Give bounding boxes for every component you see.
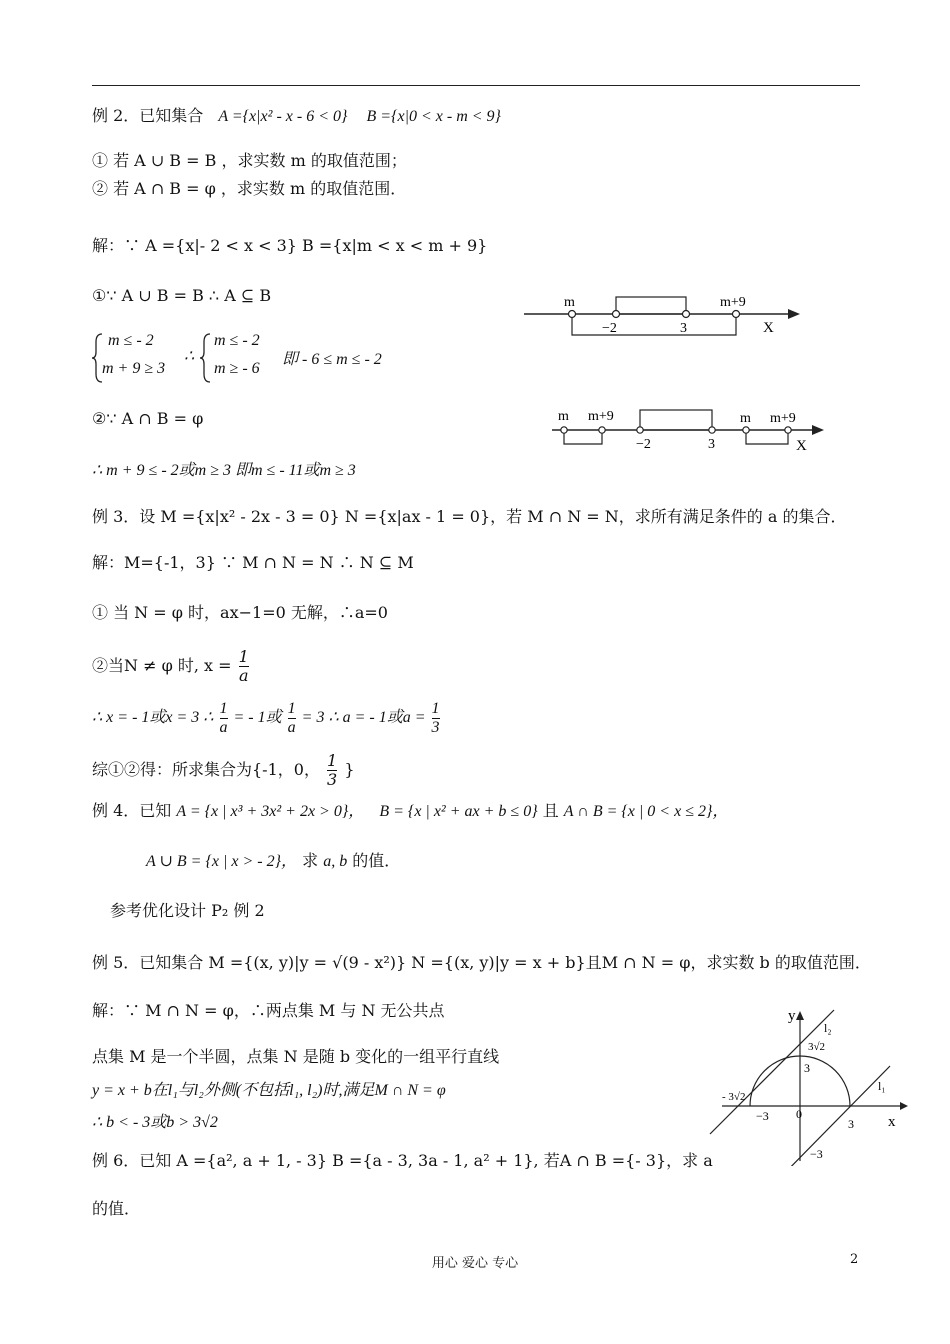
sys1-line-a: m ≤ - 2 (108, 332, 154, 349)
ex4-value: 的值． (352, 851, 401, 870)
ex4-line2 (146, 850, 400, 873)
ex3-case2-fraction (239, 648, 249, 685)
ex3-frac-1 (220, 700, 228, 737)
graph-3sqrt2-label: 3√2 (808, 1041, 826, 1053)
ex4-setB: B = {x | x² + ax + b ≤ 0} (379, 803, 538, 820)
ex4-ab: a, b (323, 853, 348, 870)
ex3-case2-text: ②当N ≠ φ 时, x = (92, 656, 232, 675)
ex5-title: 例 5．已知集合 M ={(x, y)|y = √(9 - x²)} N ={(x, y)|y = x + b}且M ∩ N = φ，求实数 b 的取值范围． (92, 953, 871, 972)
graph-l1-label: l₁ (878, 1079, 886, 1093)
ex5-line3: ∴ b < - 3或b > 3√2 (92, 1114, 218, 1131)
ex4-title: 例 4．已知 (92, 801, 172, 820)
ex3-title: 例 3．设 M ={x|x² - 2x - 3 = 0} N ={x|ax - 1 = 0}，若 M ∩ N = N，求所有满足条件的 a 的集合． (92, 507, 847, 526)
ex6-tail: 的值． (92, 1199, 141, 1218)
ex5-line1: 点集 M 是一个半圆，点集 N 是随 b 变化的一组平行直线 (92, 1047, 500, 1066)
graph-neg3y-label: −3 (810, 1147, 823, 1161)
ex2-solution-intro: 解：∵ A ={x|- 2 < x < 3} B ={x|m < x < m + 9} (92, 236, 488, 255)
frac-numerator: 1 (431, 700, 440, 717)
ex3-therefore-mid2: = 3 ∴ a = - 1或a = (301, 709, 426, 727)
nl1-3-label: 3 (680, 321, 687, 336)
ex3-frac-3 (432, 700, 440, 737)
nl1-m9-label: m+9 (720, 295, 746, 310)
ex2-solution-2: ②∵ A ∩ B = φ (92, 409, 204, 428)
nl1-neg2-label: −2 (602, 321, 617, 336)
page-footer: 用心 爱心 专心 (431, 1256, 519, 1271)
sys-therefore: ∴ (184, 348, 195, 365)
nl1-m-label: m (564, 295, 575, 310)
nl2-m9-label: m+9 (588, 409, 614, 424)
frac-denominator: a (219, 719, 228, 736)
ex3-frac-2 (288, 700, 296, 737)
frac-numerator: 1 (219, 700, 228, 717)
ex5-line2: y = x + b在l₁与l₂外侧(不包括l₁, l₂)时,满足M ∩ N = φ (92, 1082, 446, 1099)
number-line-1 (520, 288, 800, 348)
frac-numerator: 1 (238, 647, 249, 666)
ex4-and: 且 (542, 801, 559, 820)
graph-zero-label: 0 (796, 1107, 802, 1121)
nl2-m-label: m (558, 409, 569, 424)
ex4-reference: 参考优化设计 P₂ 例 2 (110, 901, 265, 920)
ex4-ask: 求 (302, 851, 319, 870)
ex2-q2: ② 若 A ∩ B = φ ，求实数 m 的取值范围． (92, 179, 407, 198)
graph-3y-label: 3 (804, 1061, 810, 1075)
nl2-x-label: X (796, 438, 807, 454)
ex2-setB: B ={x|0 < x - m < 9} (366, 108, 501, 125)
sys-result: 即 - 6 ≤ m ≤ - 2 (282, 351, 382, 368)
frac-denominator: a (238, 666, 249, 685)
graph-neg3x-label: −3 (756, 1109, 769, 1123)
frac-denominator: 3 (327, 770, 338, 789)
nl2-m-right-label: m (740, 411, 751, 426)
nl2-neg2-label: −2 (636, 437, 651, 452)
nl1-x-label: X (763, 320, 774, 336)
ex3-summary-post: } (344, 760, 355, 779)
nl2-m9-right-label: m+9 (770, 411, 796, 426)
ex3-summary (92, 752, 355, 789)
sys2-line-a: m ≤ - 2 (214, 332, 260, 349)
ex3-therefore (92, 700, 442, 737)
ex4-setA: A = {x | x³ + 3x² + 2x > 0}， (176, 803, 365, 820)
ex3-summary-pre: 综①②得：所求集合为{-1，0， (92, 760, 320, 779)
frac-numerator: 1 (287, 700, 296, 717)
ex3-summary-fraction (327, 752, 337, 789)
ex5-solution: 解：∵ M ∩ N = φ，∴两点集 M 与 N 无公共点 (92, 1001, 445, 1020)
nl2-3-label: 3 (708, 437, 715, 452)
frac-denominator: 3 (431, 719, 440, 736)
graph-l2-label: l₂ (824, 1021, 832, 1035)
number-line-2 (550, 402, 830, 454)
ex2-q1: ① 若 A ∪ B = B ，求实数 m 的取值范围； (92, 151, 407, 170)
page-number: 2 (850, 1252, 859, 1267)
ex2-title-line (92, 105, 501, 128)
ex3-therefore-mid1: = - 1或 (233, 709, 282, 727)
ex2-solution-1: ①∵ A ∪ B = B ∴ A ⊆ B (92, 286, 272, 305)
ex2-solution-2-result: ∴ m + 9 ≤ - 2或m ≥ 3 即m ≤ - 11或m ≥ 3 (92, 462, 356, 479)
sys2-line-b: m ≥ - 6 (214, 360, 260, 377)
ex6-title: 例 6．已知 A ={a², a + 1, - 3} B ={a - 3, 3a - 1, a² + 1}, 若A ∩ B ={- 3}，求 a (92, 1151, 713, 1170)
header-rule (92, 85, 860, 86)
graph-y-label: y (788, 1008, 796, 1024)
ex3-case1: ① 当 N = φ 时，ax−1=0 无解，∴a=0 (92, 603, 388, 622)
ex3-therefore-pre: ∴ x = - 1或x = 3 ∴ (92, 709, 214, 727)
ex4-line1 (92, 800, 728, 823)
graph-neg3sqrt2-label: - 3√2 (722, 1091, 746, 1103)
ex2-setA: A ={x|x² - x - 6 < 0} (218, 108, 348, 125)
ex3-solution: 解：M={-1，3} ∵ M ∩ N = N ∴ N ⊆ M (92, 553, 414, 572)
ex3-case2 (92, 648, 251, 685)
graph-x-label: x (888, 1114, 896, 1130)
ex4-intersection: A ∩ B = {x | 0 < x ≤ 2}， (563, 803, 729, 820)
graph-3x-label: 3 (848, 1117, 854, 1131)
frac-numerator: 1 (327, 751, 338, 770)
semicircle-graph (700, 1006, 910, 1166)
frac-denominator: a (287, 719, 296, 736)
sys1-line-b: m + 9 ≥ 3 (102, 360, 166, 377)
ex4-union: A ∪ B = {x | x > - 2}， (146, 853, 297, 870)
ex2-title: 例 2．已知集合 (92, 106, 204, 125)
